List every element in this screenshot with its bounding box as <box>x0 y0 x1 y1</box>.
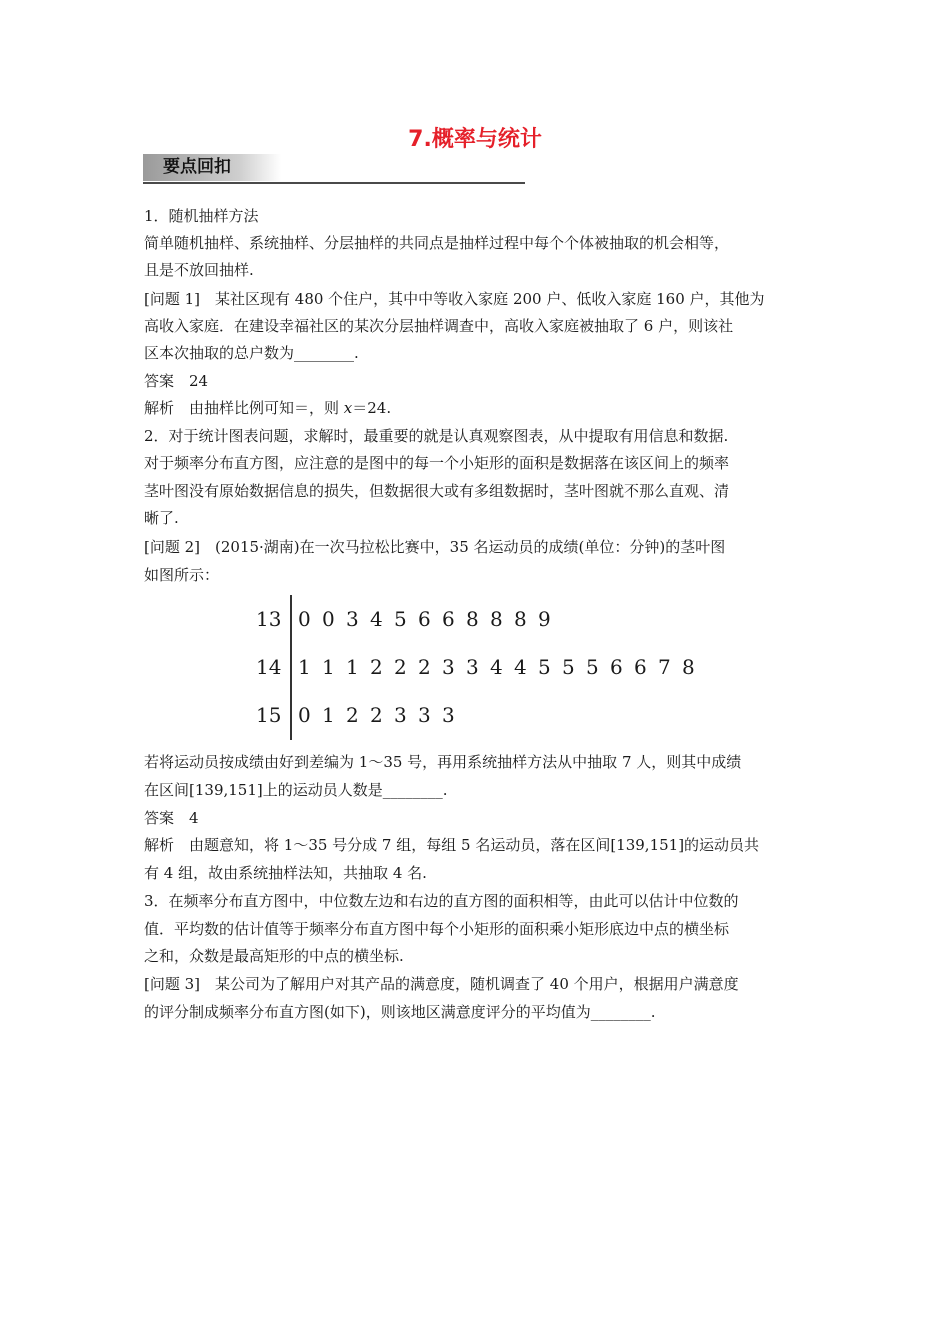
leaf: 3 <box>466 655 479 679</box>
answer-1: 答案 24 <box>144 372 209 390</box>
leaf: 8 <box>682 655 695 679</box>
solution-1-text: 解析 由抽样比例可知＝，则 <box>144 399 344 417</box>
leaf: 6 <box>634 655 647 679</box>
stem-divider <box>290 595 292 740</box>
problem-3-line: [问题 3] 某公司为了解用户对其产品的满意度，随机调查了 40 个用户，根据用户满意度 <box>144 975 739 993</box>
leaf: 1 <box>346 655 359 679</box>
leaf: 2 <box>418 655 431 679</box>
stem-leaf-plot <box>256 595 716 740</box>
problem-2-line: 如图所示： <box>144 566 220 584</box>
leaf: 6 <box>610 655 623 679</box>
paragraph-line: 茎叶图没有原始数据信息的损失，但数据很大或有多组数据时，茎叶图就不那么直观、清 <box>144 482 730 500</box>
leaf-values <box>298 605 562 633</box>
leaf: 2 <box>346 703 359 727</box>
leaf: 5 <box>562 655 575 679</box>
paragraph-line: 之和，众数是最高矩形的中点的横坐标. <box>144 947 404 965</box>
leaf: 8 <box>466 607 479 631</box>
leaf: 8 <box>490 607 503 631</box>
leaf: 2 <box>370 703 383 727</box>
variable-x: x <box>343 399 353 417</box>
section-banner <box>143 154 525 184</box>
heading-3: 3．在频率分布直方图中，中位数左边和右边的直方图的面积相等，由此可以估计中位数的 <box>144 892 739 910</box>
paragraph-line: 对于频率分布直方图，应注意的是图中的每一个小矩形的面积是数据落在该区间上的频率 <box>144 454 730 472</box>
leaf: 8 <box>514 607 527 631</box>
leaf: 5 <box>538 655 551 679</box>
paragraph-line: 值．平均数的估计值等于频率分布直方图中每个小矩形的面积乘小矩形底边中点的横坐标 <box>144 920 730 938</box>
solution-2: 解析 由题意知，将 1～35 号分成 7 组，每组 5 名运动员，落在区间[139,151]的运动员共 <box>144 836 760 854</box>
answer-2: 答案 4 <box>144 809 199 827</box>
leaf: 3 <box>418 703 431 727</box>
section-label: 要点回扣 <box>143 154 281 181</box>
leaf: 5 <box>586 655 599 679</box>
solution-1 <box>144 398 391 418</box>
leaf: 0 <box>298 607 311 631</box>
paragraph-line: 且是不放回抽样. <box>144 261 254 279</box>
leaf: 6 <box>442 607 455 631</box>
problem-1-line: 区本次抽取的总户数为________. <box>144 344 359 362</box>
leaf: 4 <box>370 607 383 631</box>
solution-2: 有 4 组，故由系统抽样法知，共抽取 4 名. <box>144 864 427 882</box>
heading-2: 2．对于统计图表问题，求解时，最重要的就是认真观察图表，从中提取有用信息和数据. <box>144 427 729 445</box>
leaf: 3 <box>442 703 455 727</box>
leaf-values <box>298 701 466 729</box>
leaf: 7 <box>658 655 671 679</box>
stem-value: 15 <box>256 703 282 727</box>
leaf: 0 <box>298 703 311 727</box>
stem-value: 13 <box>256 607 282 631</box>
solution-1-tail: ＝24. <box>352 399 392 417</box>
problem-1-line: [问题 1] 某社区现有 480 个住户，其中中等收入家庭 200 户、低收入家庭 160 户，其他为 <box>144 290 765 308</box>
problem-2-line: 若将运动员按成绩由好到差编为 1～35 号，再用系统抽样方法从中抽取 7 人，则其中成绩 <box>144 753 742 771</box>
problem-2-line: [问题 2] (2015·湖南)在一次马拉松比赛中，35 名运动员的成绩(单位：分钟)的茎叶图 <box>144 538 726 556</box>
problem-1-line: 高收入家庭．在建设幸福社区的某次分层抽样调查中，高收入家庭被抽取了 6 户，则该社 <box>144 317 734 335</box>
paragraph-line: 晰了. <box>144 509 179 527</box>
leaf: 1 <box>322 655 335 679</box>
leaf: 6 <box>418 607 431 631</box>
leaf: 4 <box>514 655 527 679</box>
paragraph-line: 简单随机抽样、系统抽样、分层抽样的共同点是抽样过程中每个个体被抽取的机会相等， <box>144 234 730 252</box>
leaf: 2 <box>370 655 383 679</box>
leaf: 3 <box>442 655 455 679</box>
leaf: 0 <box>322 607 335 631</box>
leaf: 9 <box>538 607 551 631</box>
heading-1: 1．随机抽样方法 <box>144 207 259 225</box>
leaf: 2 <box>394 655 407 679</box>
leaf: 1 <box>298 655 311 679</box>
problem-2-line: 在区间[139,151]上的运动员人数是________. <box>144 781 448 799</box>
leaf: 3 <box>346 607 359 631</box>
stem-value: 14 <box>256 655 282 679</box>
problem-3-line: 的评分制成频率分布直方图(如下)，则该地区满意度评分的平均值为________. <box>144 1003 656 1021</box>
leaf-values <box>298 653 706 681</box>
leaf: 5 <box>394 607 407 631</box>
leaf: 3 <box>394 703 407 727</box>
leaf: 4 <box>490 655 503 679</box>
page-title: 7.概率与统计 <box>408 127 542 152</box>
leaf: 1 <box>322 703 335 727</box>
